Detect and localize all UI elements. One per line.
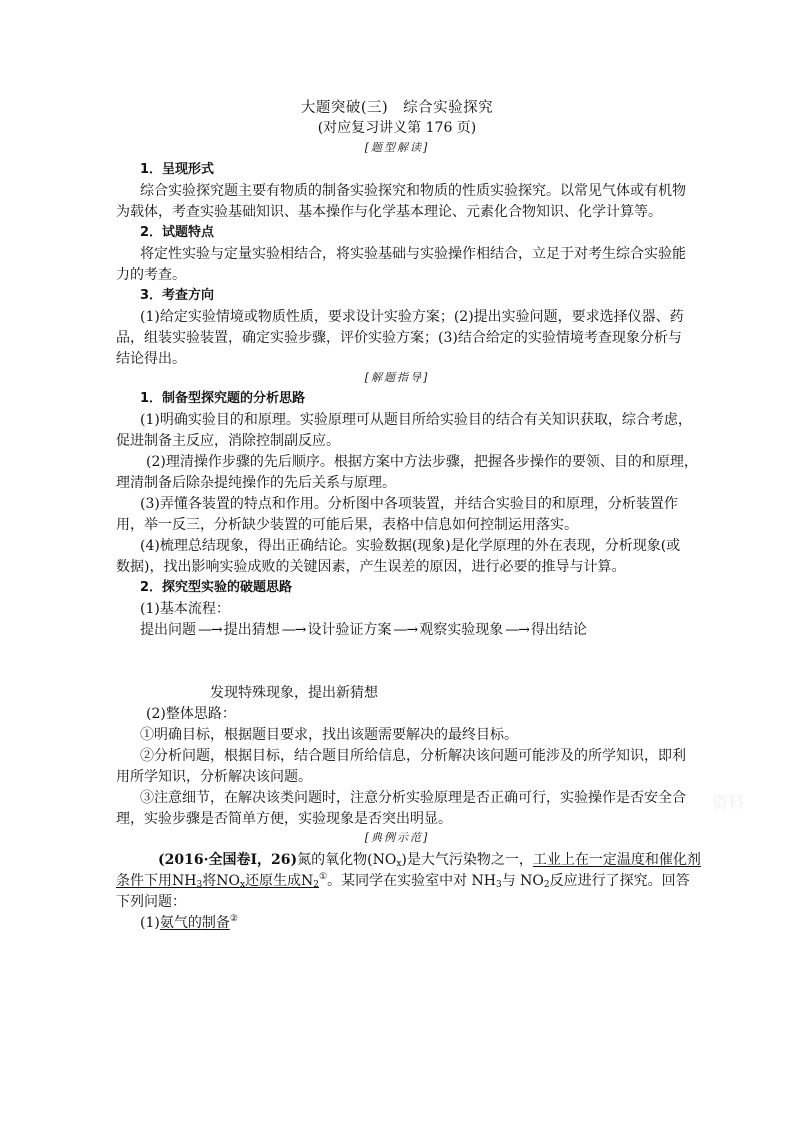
paragraph-line: 结论得出。 xyxy=(116,351,186,367)
paragraph-line: 为载体，考查实验基础知识、基本操作与化学基本理论、元素化合物知识、化学计算等。 xyxy=(116,204,662,220)
example-line: 条件下用$NH_3$将$NO_x$还原生成$N_2^①$。某同学在实验室中对 $NH_3$与 $NO_2$反应进行了探究。回答 xyxy=(116,872,690,890)
section-tag-analysis: [题型解读] xyxy=(364,141,430,154)
flow-step: 提出猜想 xyxy=(223,622,280,638)
heading-exploration: 2．探究型实验的破题思路 xyxy=(140,580,293,595)
flow-arrow: —→ xyxy=(505,622,529,638)
paragraph-line: ③注意细节，在解决该类问题时，注意分析实验原理是否正确可行，实验操作是否安全合 xyxy=(140,790,686,806)
heading-directions: 3．考查方向 xyxy=(140,288,215,303)
example-line: 下列问题： xyxy=(116,894,186,910)
watermark: 资料 xyxy=(712,793,745,812)
paragraph-line: 数据)，找出影响实验成败的关键因素，产生误差的原因，进行必要的推导与计算。 xyxy=(116,559,626,575)
paragraph-line: 将定性实验与定量实验相结合，将实验基础与实验操作相结合，立足于对考生综合实验能 xyxy=(140,246,686,262)
flow-step: 提出问题 xyxy=(140,622,196,638)
paragraph-line: 促进制备主反应，消除控制副反应。 xyxy=(116,433,340,449)
paragraph-line: (2)理清操作步骤的先后顺序。根据方案中方法步骤，把握各步操作的要领、目的和原理， xyxy=(146,454,698,470)
footnote-marker: ② xyxy=(229,914,238,924)
paragraph-line: 综合实验探究题主要有物质的制备实验探究和物质的性质实验探究。以常见气体或有机物 xyxy=(140,183,686,199)
flow-step: 得出结论 xyxy=(530,622,587,638)
flow-step: 设计验证方案 xyxy=(307,622,392,638)
paragraph-line: 用，举一反三，分析缺少装置的可能后果，表格中信息如何控制运用落实。 xyxy=(116,517,578,533)
section-tag-guidance: [解题指导] xyxy=(364,371,430,384)
paragraph-line: (3)弄懂各装置的特点和作用。分析图中各项装置，并结合实验目的和原理，分析装置作 xyxy=(140,496,678,512)
example-question: (1)氨气的制备② xyxy=(140,914,238,931)
paragraph-line: ①明确目标，根据题目要求，找出该题需要解决的最终目标。 xyxy=(140,727,518,743)
paragraph-line: (1)给定实验情境或物质性质，要求设计实验方案；(2)提出实验问题，要求选择仪器、药 xyxy=(140,309,684,325)
flow-feedback-label: 发现特殊现象，提出新猜想 xyxy=(210,685,378,701)
paragraph-line: (1)明确实验目的和原理。实验原理可从题目所给实验目的结合有关知识获取，综合考虑， xyxy=(140,412,692,428)
paragraph-line: ②分析问题，根据目标，结合题目所给信息，分析解决该问题可能涉及的所学知识，即利 xyxy=(140,748,686,764)
flow-arrow: —→ xyxy=(198,622,222,638)
example-line: (2016·全国卷Ⅰ，26)氮的氧化物$(NO_x)$是大气污染物之一，工业上在一定温度和催化剂 xyxy=(158,852,701,869)
paragraph-line: (1)基本流程： xyxy=(140,601,230,617)
paragraph-line: 理，实验步骤是否简单方便，实验现象是否突出明显。 xyxy=(116,811,452,827)
heading-features: 2．试题特点 xyxy=(140,225,215,240)
flow-arrow: —→ xyxy=(281,622,306,638)
paragraph-line: (2)整体思路： xyxy=(146,706,236,722)
page-title: 大题突破(三) 综合实验探究 xyxy=(300,100,494,116)
paragraph-line: 力的考查。 xyxy=(116,267,186,283)
heading-preparation: 1．制备型探究题的分析思路 xyxy=(140,391,306,406)
paragraph-line: 用所学知识，分析解决该问题。 xyxy=(116,769,312,785)
example-source: (2016·全国卷Ⅰ，26) xyxy=(158,852,298,868)
paragraph-line: (4)梳理总结现象，得出正确结论。实验数据(现象)是化学原理的外在表现，分析现象(或 xyxy=(140,538,681,554)
paragraph-line: 品，组装实验装置，确定实验步骤，评价实验方案；(3)结合给定的实验情境考查现象分析与 xyxy=(116,330,682,346)
flow-arrow: —→ xyxy=(393,622,418,638)
basic-flow-chart xyxy=(140,620,589,640)
section-tag-example: [典例示范] xyxy=(364,831,430,844)
footnote-marker: ① xyxy=(319,872,328,882)
flow-step: 观察实验现象 xyxy=(419,622,504,638)
heading-presentation-form: 1．呈现形式 xyxy=(140,162,215,177)
page-subtitle: (对应复习讲义第 176 页) xyxy=(317,120,477,136)
paragraph-line: 理清制备后除杂提纯操作的先后关系与原理。 xyxy=(116,475,396,491)
